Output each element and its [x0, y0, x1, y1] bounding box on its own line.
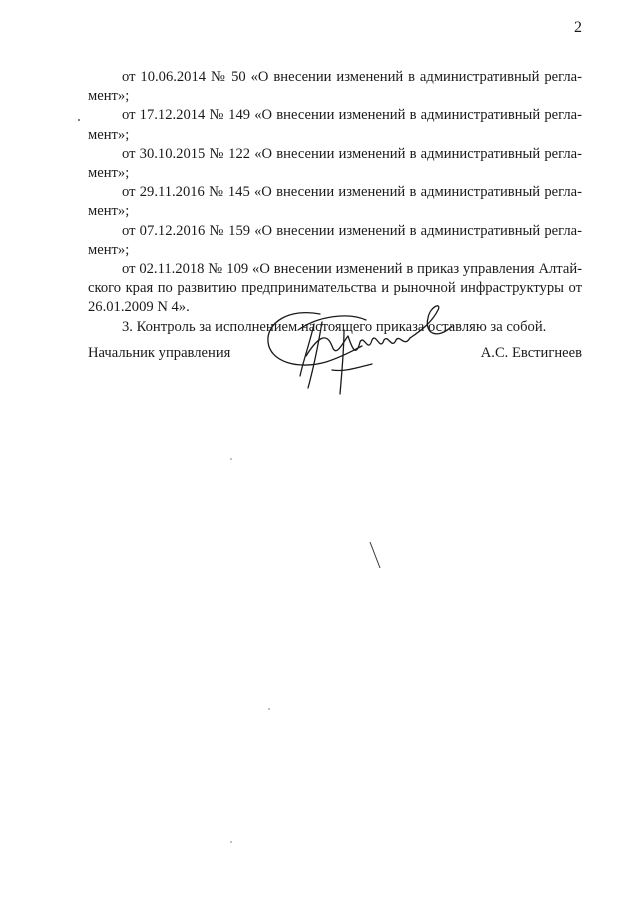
handwritten-signature	[262, 300, 462, 396]
signer-position: Начальник управления	[88, 345, 231, 361]
amendment-item: от 17.12.2014 № 149 «О внесении изменений в административный регламент»;	[88, 107, 582, 143]
amendment-item: от 02.11.2018 № 109 «О внесении изменений в приказ управления Алтайского края по развитию предпринимательства и рыночной инфраструктуры от 26.01.2009 N 4».	[88, 261, 582, 316]
control-clause: 3. Контроль за исполнением настоящего приказа оставляю за собой.	[122, 318, 547, 335]
scan-artifact	[229, 457, 233, 461]
signer-name: А.С. Евстигнеев	[480, 345, 582, 361]
scan-artifact	[368, 540, 384, 572]
scan-artifact	[267, 707, 271, 711]
document-body	[88, 68, 582, 337]
scan-artifact	[76, 118, 82, 122]
amendment-item: от 07.12.2016 № 159 «О внесении изменений в административный регламент»;	[88, 222, 582, 258]
amendment-item: от 10.06.2014 № 50 «О внесении изменений в административный регламент»;	[88, 69, 582, 105]
amendment-item: от 29.11.2016 № 145 «О внесении изменений в административный регламент»;	[88, 184, 582, 220]
scan-artifact	[229, 840, 233, 844]
amendment-item: от 30.10.2015 № 122 «О внесении изменений в административный регламент»;	[88, 145, 582, 182]
page-number: 2	[574, 19, 582, 36]
